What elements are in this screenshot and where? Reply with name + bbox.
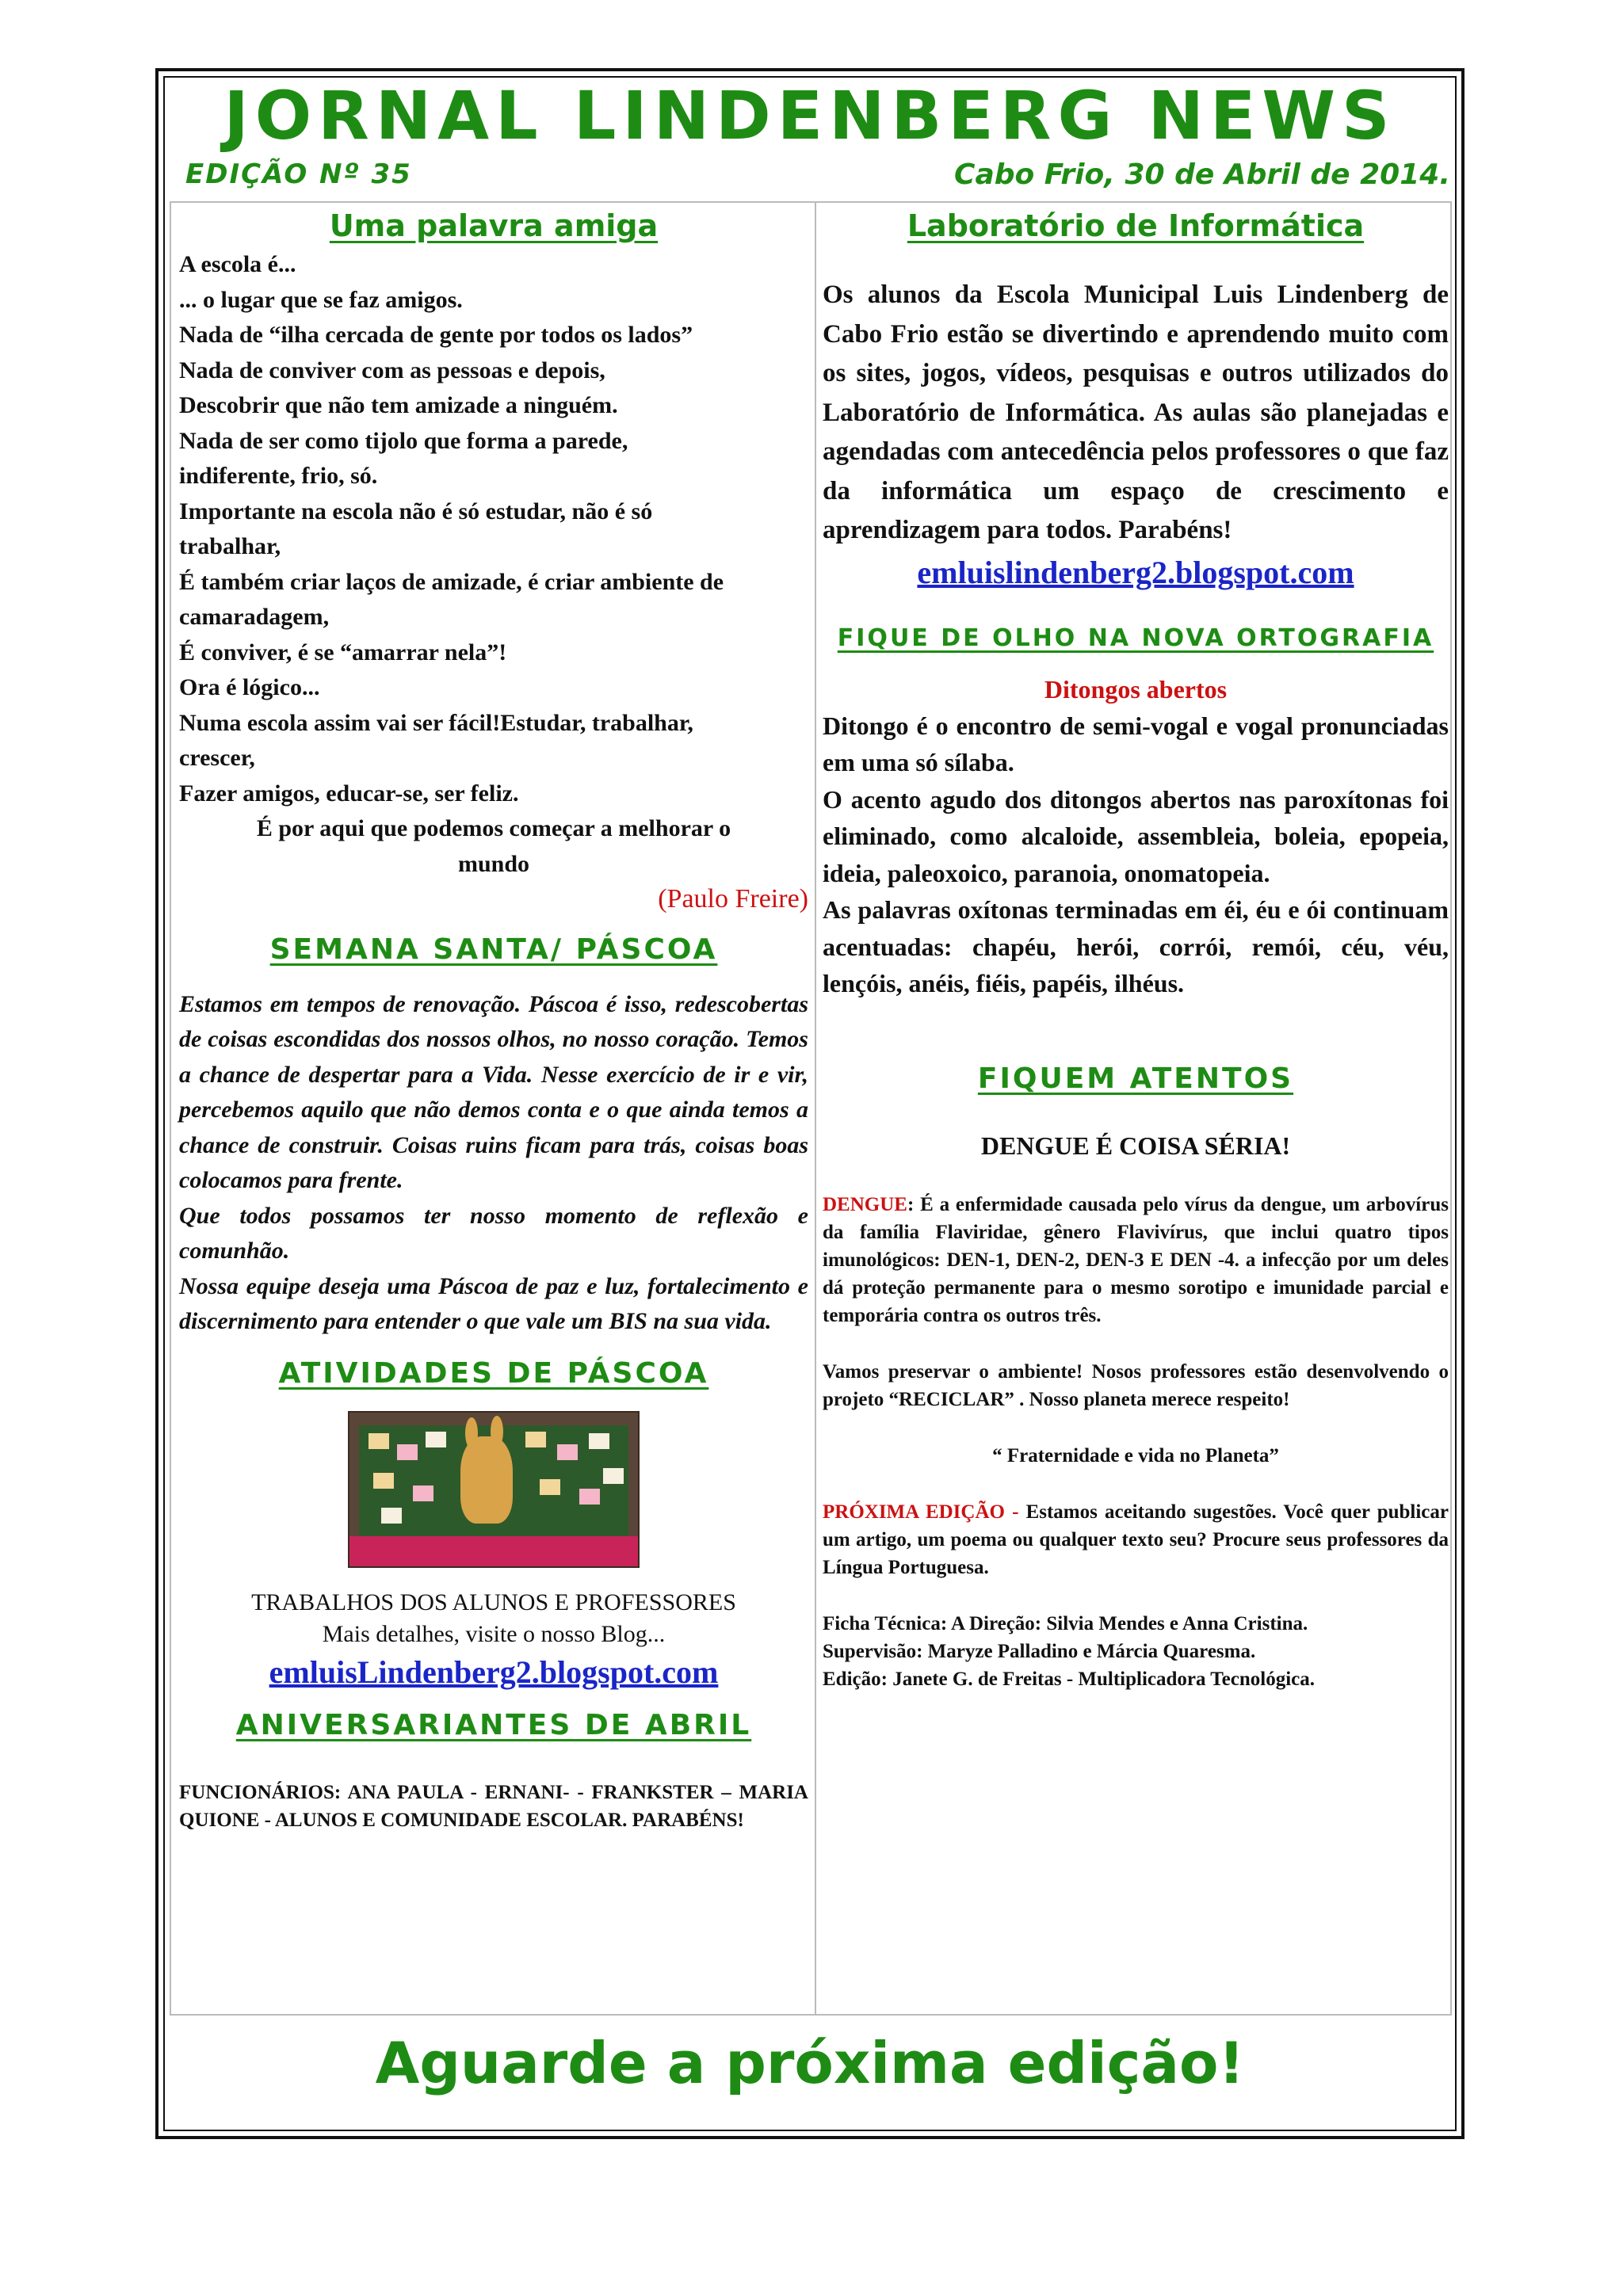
- activities-caption: TRABALHOS DOS ALUNOS E PROFESSORES: [251, 1589, 736, 1615]
- easter-title: SEMANA SANTA/ PÁSCOA: [269, 933, 718, 966]
- attention-title: FIQUEM ATENTOS: [977, 1062, 1294, 1095]
- poem-line: camaradagem,: [179, 604, 330, 630]
- poem-line: ... o lugar que se faz amigos.: [179, 286, 463, 313]
- poem-closing: É por aqui que podemos começar a melhorar o: [256, 815, 731, 841]
- credits-line: Supervisão: Maryze Palladino e Márcia Quaresma.: [823, 1640, 1256, 1662]
- poem-line: Ora é lógico...: [179, 674, 320, 700]
- easter-paragraph: Nossa equipe deseja uma Páscoa de paz e luz, fortalecimento e discernimento para entender o que vale um BIS na sua vida.: [179, 1272, 808, 1334]
- poem-line: indiferente, frio, só.: [179, 463, 378, 489]
- poem-line: trabalhar,: [179, 533, 281, 559]
- next-edition-label: PRÓXIMA EDIÇÃO -: [823, 1501, 1019, 1523]
- poem-line: Nada de “ilha cercada de gente por todos os lados”: [179, 322, 693, 348]
- newspaper-title: JORNAL LINDENBERG NEWS: [223, 77, 1396, 154]
- poem-line: É conviver, é se “amarrar nela”!: [179, 639, 507, 666]
- orthography-title: FIQUE DE OLHO NA NOVA ORTOGRAFIA: [837, 624, 1434, 652]
- poem-line: É também criar laços de amizade, é criar ambiente de: [179, 568, 724, 595]
- poem-line: Nada de conviver com as pessoas e depois,: [179, 357, 605, 383]
- activities-more: Mais detalhes, visite o nosso Blog...: [322, 1620, 666, 1647]
- credits: [823, 1610, 1449, 1693]
- lab-title: Laboratório de Informática: [907, 208, 1365, 243]
- poem-line: Descobrir que não tem amizade a ninguém.: [179, 392, 618, 418]
- lab-blog-link[interactable]: emluislindenberg2.blogspot.com: [917, 554, 1354, 590]
- right-column: [823, 204, 1449, 1693]
- dengue-text: : É a enfermidade causada pelo vírus da dengue, um arbovírus da família Flaviridae, gênero Flavivírus, que inclui quatro tipos imunológicos: DEN-1, DEN-2, DEN-3 E DEN -4. a infecção por um deles dá proteção permanente para o mesmo sorotipo e imunidade parcial e temporária contra os outros três.: [823, 1193, 1449, 1326]
- poem: [179, 247, 808, 917]
- photo-card: [525, 1432, 546, 1447]
- birthdays-title: ANIVERSARIANTES DE ABRIL: [235, 1708, 752, 1741]
- environment-text: Vamos preservar o ambiente! Nosos professores estão desenvolvendo o projeto “RECICLAR” . Nosso planeta merece respeito!: [823, 1360, 1449, 1410]
- easter-paragraph: Estamos em tempos de renovação. Páscoa é isso, redescobertas de coisas escondidas dos nossos olhos, no nosso coração. Temos a chance de despertar para a Vida. Nesse exercício de ir e vir, percebemos aquilo que não demos conta e o que ainda temos a chance de construir. Coisas ruins ficam para trás, coisas boas colocamos para frente.: [179, 990, 808, 1193]
- column-divider: [815, 201, 816, 2016]
- photo-card: [426, 1432, 446, 1447]
- photo-card: [397, 1444, 418, 1460]
- birthdays-text: FUNCIONÁRIOS: ANA PAULA - ERNANI- - FRANKSTER – MARIA QUIONE - ALUNOS E COMUNIDADE ESCOLAR. PARABÉNS!: [179, 1781, 808, 1831]
- orthography-paragraph: As palavras oxítonas terminadas em éi, éu e ói continuam acentuadas: chapéu, herói, corrói, remói, céu, véu, lençóis, anéis, fiéis, papéis, ilhéus.: [823, 895, 1449, 997]
- photo-card: [589, 1433, 609, 1449]
- photo-card: [579, 1489, 600, 1505]
- poem-closing: mundo: [457, 850, 530, 877]
- friend-word-title: Uma palavra amiga: [329, 208, 659, 243]
- photo-pink-strip: [349, 1536, 638, 1566]
- poem-line: Importante na escola não é só estudar, não é só: [179, 498, 653, 524]
- next-edition-text: Estamos aceitando sugestões. Você quer publicar um artigo, um poema ou qualquer texto seu? Procure seus professores da Língua Portuguesa.: [823, 1501, 1449, 1578]
- orthography-subtitle: Ditongos abertos: [1044, 674, 1228, 704]
- footer-message: Aguarde a próxima edição!: [375, 2030, 1245, 2096]
- orthography-article: [823, 707, 1449, 1002]
- photo-card: [557, 1444, 578, 1460]
- poem-line: Numa escola assim vai ser fácil!Estudar, trabalhar,: [179, 709, 693, 736]
- edition-number: EDIÇÃO Nº 35: [185, 158, 412, 190]
- poem-line: A escola é...: [179, 251, 296, 277]
- easter-article: [179, 987, 808, 1340]
- poem-author: (Paulo Freire): [658, 884, 808, 913]
- photo-card: [373, 1473, 394, 1489]
- dengue-label: DENGUE: [823, 1193, 907, 1215]
- fraternity-text: “ Fraternidade e vida no Planeta”: [992, 1444, 1279, 1466]
- poem-line: Fazer amigos, educar-se, ser feliz.: [179, 780, 519, 807]
- orthography-paragraph: Ditongo é o encontro de semi-vogal e vogal pronunciadas em uma só sílaba.: [823, 711, 1449, 776]
- credits-line: Edição: Janete G. de Freitas - Multiplicadora Tecnológica.: [823, 1668, 1316, 1690]
- photo-card: [603, 1468, 624, 1484]
- poem-line: Nada de ser como tijolo que forma a parede,: [179, 427, 628, 454]
- dengue-paragraph: [823, 1191, 1449, 1329]
- next-edition-paragraph: [823, 1498, 1449, 1581]
- left-column: [179, 204, 808, 1834]
- bunny-figure: [460, 1436, 513, 1524]
- photo-card: [413, 1486, 433, 1501]
- photo-card: [381, 1508, 402, 1524]
- dateline: Cabo Frio, 30 de Abril de 2014.: [954, 158, 1450, 191]
- blog-link[interactable]: emluisLindenberg2.blogspot.com: [269, 1653, 719, 1690]
- photo-card: [369, 1433, 389, 1449]
- easter-paragraph: Que todos possamos ter nosso momento de reflexão e comunhão.: [179, 1202, 808, 1264]
- dengue-title: DENGUE É COISA SÉRIA!: [980, 1131, 1291, 1160]
- orthography-paragraph: O acento agudo dos ditongos abertos nas paroxítonas foi eliminado, como alcaloide, assembleia, boleia, epopeia, ideia, paleoxoico, paranoia, onomatopeia.: [823, 784, 1449, 887]
- easter-activities-photo: [348, 1411, 640, 1568]
- poem-line: crescer,: [179, 745, 255, 771]
- activities-title: ATIVIDADES DE PÁSCOA: [278, 1356, 709, 1390]
- photo-card: [540, 1479, 560, 1495]
- lab-text: Os alunos da Escola Municipal Luis Lindenberg de Cabo Frio estão se divertindo e aprendendo muito com os sites, jogos, vídeos, pesquisas e outros utilizados do Laboratório de Informática. As aulas são planejadas e agendadas com antecedência pelos professores o que faz da informática um espaço de crescimento e aprendizagem para todos. Parabéns!: [823, 280, 1449, 544]
- credits-line: Ficha Técnica: A Direção: Silvia Mendes e Anna Cristina.: [823, 1612, 1308, 1634]
